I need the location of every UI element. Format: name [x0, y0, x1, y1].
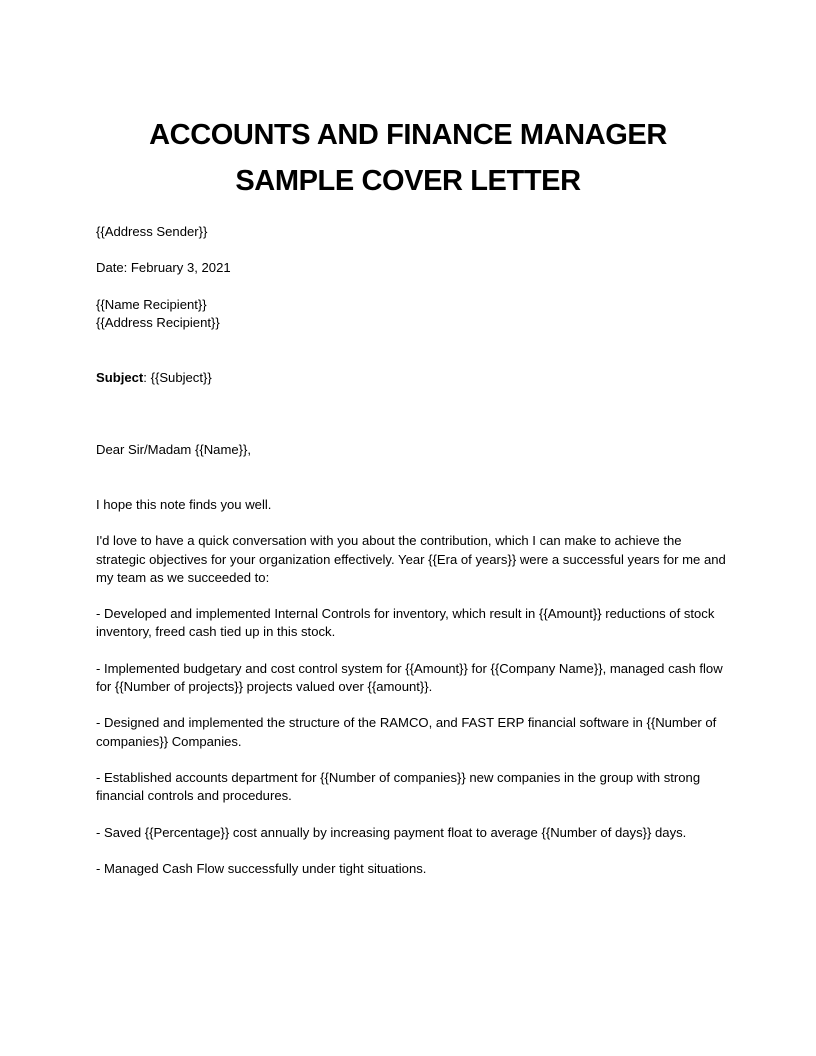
bullet-item: - Implemented budgetary and cost control system for {{Amount}} for {{Company Name}}, managed cash flow for {{Number of projects}} projects valued over {{amount}}. — [96, 660, 723, 694]
title-line-2: SAMPLE COVER LETTER — [235, 165, 581, 197]
bullet-item: - Saved {{Percentage}} cost annually by increasing payment float to average {{Number of days}} days. — [96, 824, 687, 840]
name-recipient: {{Name Recipient}} — [96, 296, 207, 312]
letter-body — [96, 223, 726, 878]
title-line-1: ACCOUNTS AND FINANCE MANAGER — [149, 119, 667, 151]
salutation: Dear Sir/Madam {{Name}}, — [96, 442, 252, 458]
opening-paragraph: I hope this note finds you well. — [96, 496, 272, 512]
bullet-item: - Designed and implemented the structure of the RAMCO, and FAST ERP financial software in {{Number of companies}} Companies. — [96, 715, 717, 749]
bullet-item: - Established accounts department for {{Number of companies}} new companies in the group with strong financial controls and procedures. — [96, 769, 701, 804]
subject-label: Subject — [96, 369, 144, 385]
subject-line — [96, 369, 726, 387]
subject-value: : {{Subject}} — [143, 369, 212, 385]
address-recipient: {{Address Recipient}} — [96, 314, 220, 330]
bullet-item: - Developed and implemented Internal Controls for inventory, which result in {{Amount}} reductions of stock inventory, freed cash tied up in this stock. — [96, 606, 715, 640]
letter-date: Date: February 3, 2021 — [96, 260, 231, 276]
document-title — [0, 112, 816, 204]
address-sender: {{Address Sender}} — [96, 224, 208, 239]
intro-paragraph: I'd love to have a quick conversation with you about the contribution, which I can make to achieve the strategic objectives for your organization effectively. Year {{Era of years}} were a successful years for me and my team as we succeeded to: — [96, 533, 726, 585]
bullet-item: - Managed Cash Flow successfully under tight situations. — [96, 860, 427, 876]
